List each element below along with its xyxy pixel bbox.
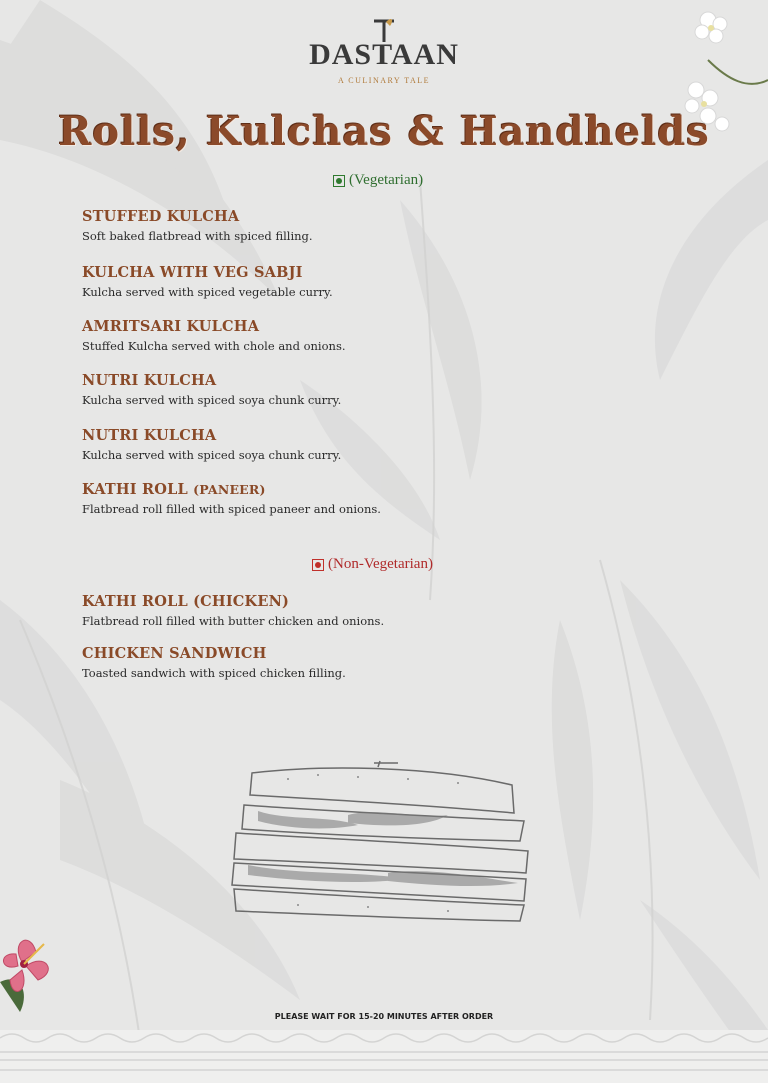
sandwich-sketch-illustration	[228, 755, 548, 935]
item-name	[82, 481, 642, 499]
menu-item	[82, 264, 642, 300]
menu-item	[82, 645, 642, 681]
item-description: Kulcha served with spiced vegetable curry.	[82, 285, 333, 299]
menu-item	[82, 372, 642, 408]
menu-item	[82, 318, 642, 354]
veg-indicator-icon	[333, 175, 345, 187]
section-label-text: (Vegetarian)	[349, 172, 424, 188]
item-name: NUTRI KULCHA	[82, 427, 217, 444]
item-description: Toasted sandwich with spiced chicken filling.	[82, 666, 346, 680]
item-description: Stuffed Kulcha served with chole and onions.	[82, 339, 346, 353]
item-name-variant: (PANEER)	[193, 482, 266, 497]
item-name: KULCHA WITH VEG SABJI	[82, 264, 303, 281]
lace-border	[0, 1030, 768, 1083]
wait-time-note: PLEASE WAIT FOR 15-20 MINUTES AFTER ORDER	[274, 1012, 494, 1021]
menu-item	[82, 481, 642, 517]
brand-logo	[300, 18, 468, 88]
item-name: KATHI ROLL (CHICKEN)	[82, 593, 290, 610]
menu-item	[82, 208, 642, 244]
item-name: STUFFED KULCHA	[82, 208, 240, 225]
section-label-text: (Non-Vegetarian)	[328, 556, 433, 572]
item-name-main: KATHI ROLL	[82, 481, 188, 498]
item-description: Soft baked flatbread with spiced filling.	[82, 229, 313, 243]
brand-tagline: A CULINARY TALE	[337, 76, 431, 85]
non-veg-indicator-icon	[312, 559, 324, 571]
non-vegetarian-section-label	[312, 556, 433, 573]
page-title: Rolls, Kulchas & Handhelds	[58, 108, 710, 155]
item-description: Kulcha served with spiced soya chunk curry.	[82, 393, 342, 407]
menu-item	[82, 593, 642, 629]
item-name: AMRITSARI KULCHA	[82, 318, 260, 335]
hibiscus-flower-decoration	[0, 922, 60, 1022]
item-name: CHICKEN SANDWICH	[82, 645, 267, 662]
item-name: NUTRI KULCHA	[82, 372, 217, 389]
menu-item	[82, 427, 642, 463]
item-description: Flatbread roll filled with butter chicken and onions.	[82, 614, 385, 628]
item-description: Flatbread roll filled with spiced paneer and onions.	[82, 502, 381, 516]
brand-name: DASTAAN	[309, 38, 459, 71]
vegetarian-section-label	[333, 172, 423, 189]
item-description: Kulcha served with spiced soya chunk curry.	[82, 448, 342, 462]
